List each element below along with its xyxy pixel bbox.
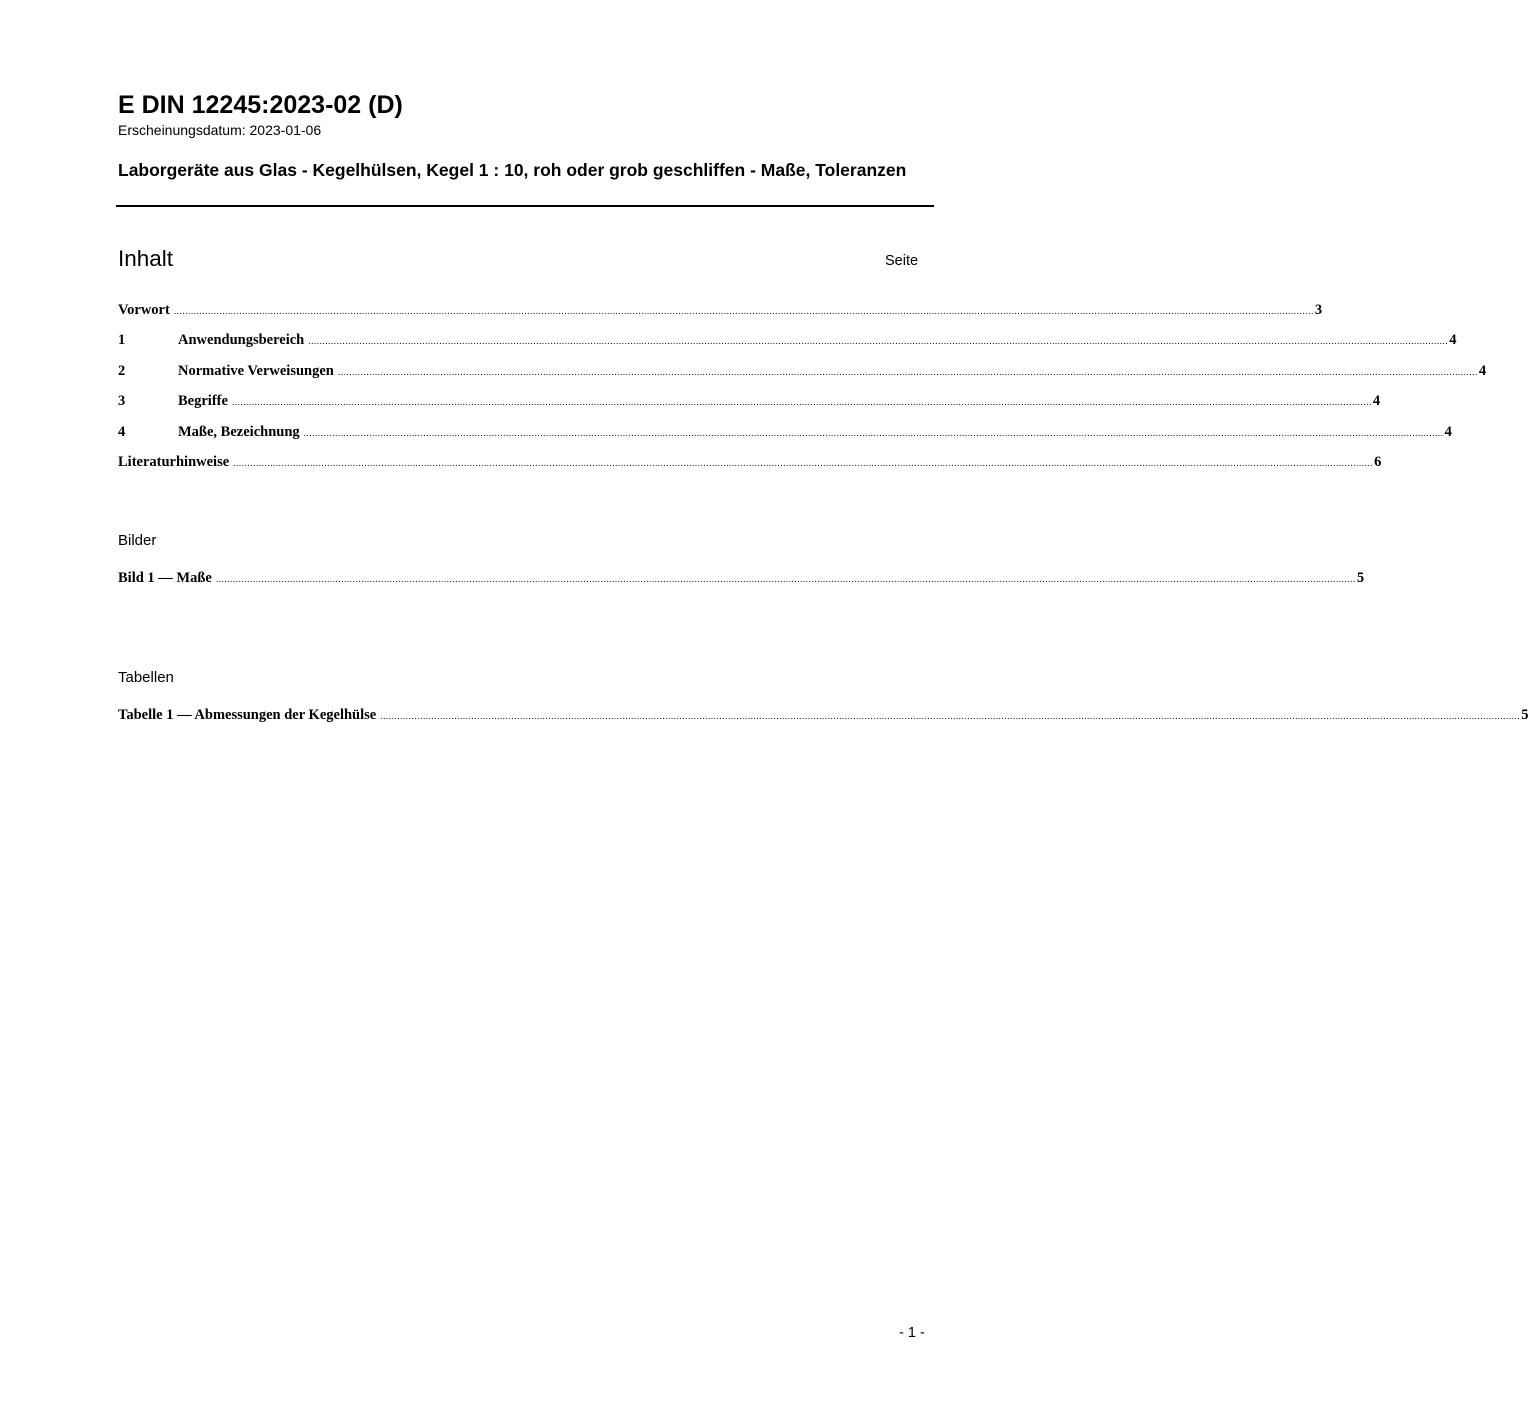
toc-entry-masse-bezeichnung[interactable] [118,423,1452,453]
table-entry-tabelle-1[interactable] [118,706,1528,736]
dot-leader: ................................................................................................................................................................................................................................................................................................................................................................................................................ [380,711,1521,721]
table-entry-text: Tabelle 1 — Abmessungen der Kegelhülse [118,707,377,723]
toc-entry-page: 4 [1478,362,1487,379]
toc-entry-text: Anwendungsbereich [178,332,305,349]
toc-entry-literaturhinweise[interactable] [118,453,1382,483]
toc-entry-page: 4 [1372,393,1381,410]
document-title: Laborgeräte aus Glas - Kegelhülsen, Kegel 1 : 10, roh oder grob geschliffen - Maße, Toleranzen [118,160,907,180]
toc-entry-page: 6 [1374,453,1382,470]
toc-entry-number: 3 [118,393,126,410]
toc-entry-number: 2 [118,362,126,379]
dot-leader: ................................................................................................................................................................................................................................................................................................................................................................................................................ [231,397,1372,408]
dot-leader: ................................................................................................................................................................................................................................................................................................................................................................................................................ [303,427,1444,438]
toc-entry-text: Normative Verweisungen [178,362,334,379]
toc-entry-normative-verweisungen[interactable] [118,362,1487,392]
figure-entry-bild-1[interactable] [118,569,1365,599]
toc-heading: Inhalt [118,246,174,271]
toc-entry-anwendungsbereich[interactable] [118,331,1457,361]
tables-list [118,706,1528,736]
toc-entry-page: 3 [1314,302,1323,318]
title-divider [116,205,934,207]
figure-entry-page: 5 [1356,570,1365,586]
toc-entry-text: Vorwort [118,302,170,318]
figures-list [118,569,1365,599]
dot-leader: ................................................................................................................................................................................................................................................................................................................................................................................................................ [308,336,1449,347]
publication-date: Erscheinungsdatum: 2023-01-06 [118,122,322,138]
page-number: - 1 - [899,1325,925,1341]
toc-entry-number: 4 [118,423,126,440]
dot-leader: ................................................................................................................................................................................................................................................................................................................................................................................................................ [173,306,1314,316]
toc-entry-begriffe[interactable] [118,392,1381,422]
figures-heading: Bilder [118,532,157,549]
toc-entry-text: Begriffe [178,393,228,410]
toc-list [118,301,1487,483]
dot-leader: ................................................................................................................................................................................................................................................................................................................................................................................................................ [233,457,1374,468]
figure-entry-text: Bild 1 — Maße [118,570,212,586]
toc-entry-page: 4 [1444,423,1452,440]
toc-entry-vorwort[interactable] [118,301,1323,331]
page-column-label: Seite [885,253,919,269]
toc-entry-text: Literaturhinweise [118,453,230,470]
table-entry-page: 5 [1521,707,1528,723]
dot-leader: ................................................................................................................................................................................................................................................................................................................................................................................................................ [337,366,1478,377]
dot-leader: ................................................................................................................................................................................................................................................................................................................................................................................................................ [215,574,1356,584]
toc-entry-number: 1 [118,332,126,349]
toc-entry-text: Maße, Bezeichnung [178,423,300,440]
tables-heading: Tabellen [118,669,174,686]
document-id: E DIN 12245:2023-02 (D) [118,91,403,119]
toc-entry-page: 4 [1449,332,1457,349]
